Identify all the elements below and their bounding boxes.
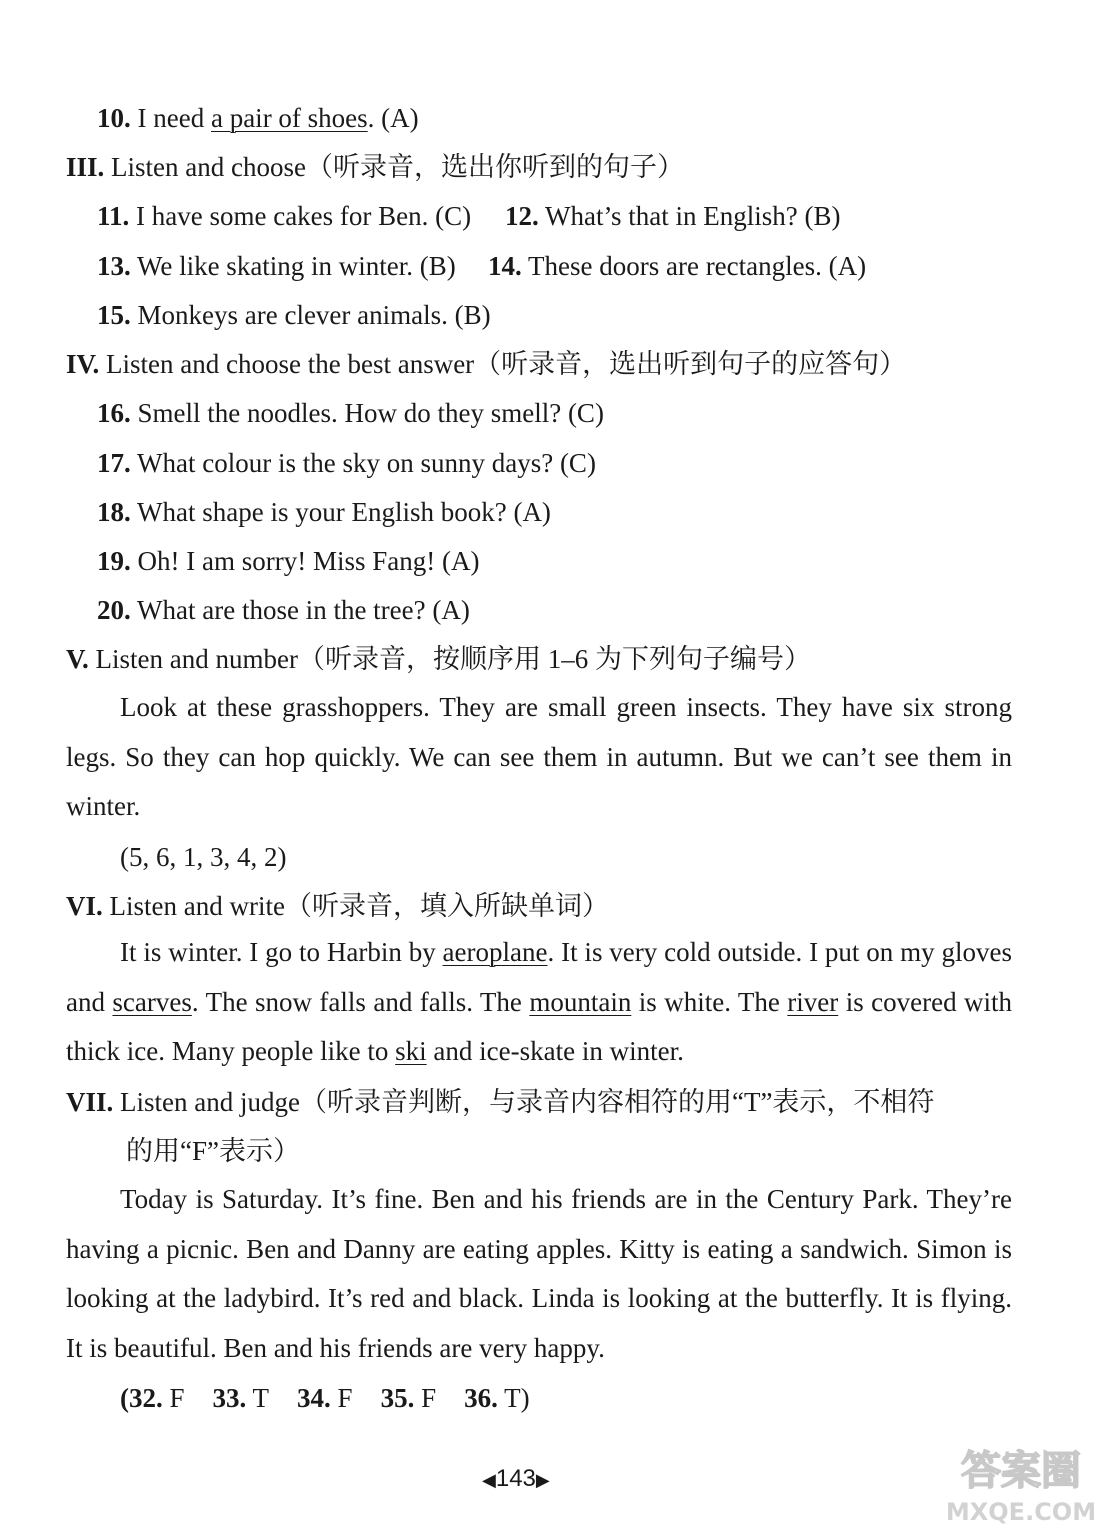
section-roman-numeral: IV. bbox=[66, 349, 100, 379]
question-18 bbox=[97, 495, 551, 529]
question-20 bbox=[97, 593, 470, 627]
question-text: What are those in the tree? (A) bbox=[137, 595, 470, 625]
section-heading-vii bbox=[66, 1085, 934, 1119]
answer-number: 34. bbox=[297, 1383, 331, 1413]
question-14 bbox=[488, 249, 866, 283]
question-text: What colour is the sky on sunny days? (C) bbox=[137, 448, 596, 478]
section-heading-vi bbox=[66, 889, 609, 923]
section-roman-numeral: V. bbox=[66, 644, 89, 674]
answer-blank: river bbox=[787, 986, 839, 1017]
question-text: I need bbox=[137, 103, 211, 133]
section-title: Listen and judge（听录音判断，与录音内容相符的用“T”表示，不相符 bbox=[120, 1087, 935, 1117]
question-text: What’s that in English? (B) bbox=[545, 201, 841, 231]
question-text: Monkeys are clever animals. (B) bbox=[137, 300, 491, 330]
answer-value: T bbox=[252, 1383, 270, 1413]
answer-value: T bbox=[504, 1383, 521, 1413]
section-title-continued: 的用“F”表示） bbox=[126, 1136, 300, 1166]
section-heading-iv bbox=[66, 347, 906, 381]
passage-grasshoppers: Look at these grasshoppers. They are small green insects. They have six strong legs. So they can hop quickly. We can see them in autumn. But we can’t see them in winter. bbox=[66, 692, 1012, 821]
question-number: 10. bbox=[97, 103, 131, 133]
answer-number: 32. bbox=[129, 1383, 163, 1413]
passage-text: . It is very cold outside. I put on my gloves and bbox=[66, 937, 1012, 1017]
question-text: These doors are rectangles. (A) bbox=[528, 251, 867, 281]
watermark-text-cn: 答案圈 bbox=[961, 1448, 1081, 1494]
answer-blank: scarves bbox=[112, 986, 192, 1017]
question-11 bbox=[97, 199, 471, 233]
question-number: 15. bbox=[97, 300, 131, 330]
passage-text: is covered with thick ice. Many people like to bbox=[66, 986, 1013, 1066]
question-text: Oh! I am sorry! Miss Fang! (A) bbox=[137, 546, 480, 576]
answer-value: F bbox=[169, 1383, 185, 1413]
section-heading-iii bbox=[66, 150, 684, 184]
watermark-logo bbox=[941, 1438, 1101, 1528]
section-roman-numeral: III. bbox=[66, 152, 105, 182]
question-number: 11. bbox=[97, 201, 130, 231]
answer-number: 36. bbox=[464, 1383, 498, 1413]
answer-value: F bbox=[337, 1383, 353, 1413]
passage-text: and ice-skate in winter. bbox=[426, 1036, 684, 1066]
question-12 bbox=[505, 199, 840, 233]
section-title: Listen and number（听录音，按顺序用 1–6 为下列句子编号） bbox=[95, 644, 811, 674]
question-number: 18. bbox=[97, 497, 131, 527]
answers-close-paren: ) bbox=[520, 1383, 530, 1413]
triangle-left-icon: ◀ bbox=[482, 1470, 496, 1490]
question-text: I have some cakes for Ben. (C) bbox=[136, 201, 472, 231]
section-title: Listen and choose the best answer（听录音，选出听到句子的应答句） bbox=[106, 349, 907, 379]
answer-blank: a pair of shoes bbox=[210, 103, 368, 133]
triangle-right-icon: ▶ bbox=[535, 1470, 550, 1490]
answer-number: 35. bbox=[380, 1383, 415, 1413]
passage-text: is white. The bbox=[631, 986, 788, 1017]
section-heading-v bbox=[66, 642, 811, 676]
answer-blank: ski bbox=[395, 1036, 427, 1066]
question-number: 14. bbox=[488, 251, 522, 281]
watermark-text-url: MXQE.COM bbox=[945, 1498, 1097, 1526]
section-title: Listen and write（听录音，填入所缺单词） bbox=[109, 891, 609, 921]
question-19 bbox=[97, 544, 479, 578]
answer-value: F bbox=[421, 1383, 437, 1413]
question-number: 19. bbox=[97, 546, 131, 576]
question-15 bbox=[97, 298, 491, 332]
judge-answers bbox=[120, 1381, 530, 1415]
passage-text: . The snow falls and falls. The bbox=[191, 986, 530, 1017]
passage-picnic: Today is Saturday. It’s fine. Ben and his friends are in the Century Park. They’re having a picnic. Ben and Danny are eating apples. Kitty is eating a sandwich. Simon is looking at the ladybird. It’s red and black. Linda is looking at the butterfly. It is flying. It is beautiful. Ben and his friends are very happy. bbox=[66, 1184, 1012, 1363]
question-number: 16. bbox=[97, 398, 131, 428]
question-17 bbox=[97, 446, 596, 480]
answer-order: (5, 6, 1, 3, 4, 2) bbox=[120, 842, 287, 872]
answer-blank: mountain bbox=[529, 986, 632, 1017]
passage-text: It is winter. I go to Harbin by bbox=[120, 937, 443, 967]
question-text: We like skating in winter. (B) bbox=[137, 251, 456, 281]
page-number-value: 143 bbox=[495, 1465, 536, 1492]
answers-open-paren: ( bbox=[120, 1383, 129, 1413]
question-text: Smell the noodles. How do they smell? (C) bbox=[137, 398, 604, 428]
passage-winter bbox=[66, 928, 1012, 1077]
answer-number: 33. bbox=[212, 1383, 247, 1413]
question-number: 17. bbox=[97, 448, 131, 478]
answer-blank: aeroplane bbox=[442, 937, 548, 967]
page-number bbox=[482, 1464, 550, 1495]
section-roman-numeral: VII. bbox=[66, 1087, 114, 1117]
question-16 bbox=[97, 396, 604, 430]
question-13 bbox=[97, 249, 456, 283]
question-text: . (A) bbox=[367, 103, 419, 133]
question-text: What shape is your English book? (A) bbox=[137, 497, 551, 527]
question-number: 13. bbox=[97, 251, 131, 281]
section-title: Listen and choose（听录音，选出你听到的句子） bbox=[111, 152, 684, 182]
question-10 bbox=[97, 101, 419, 135]
question-number: 12. bbox=[505, 201, 539, 231]
section-roman-numeral: VI. bbox=[66, 891, 103, 921]
question-number: 20. bbox=[97, 595, 131, 625]
